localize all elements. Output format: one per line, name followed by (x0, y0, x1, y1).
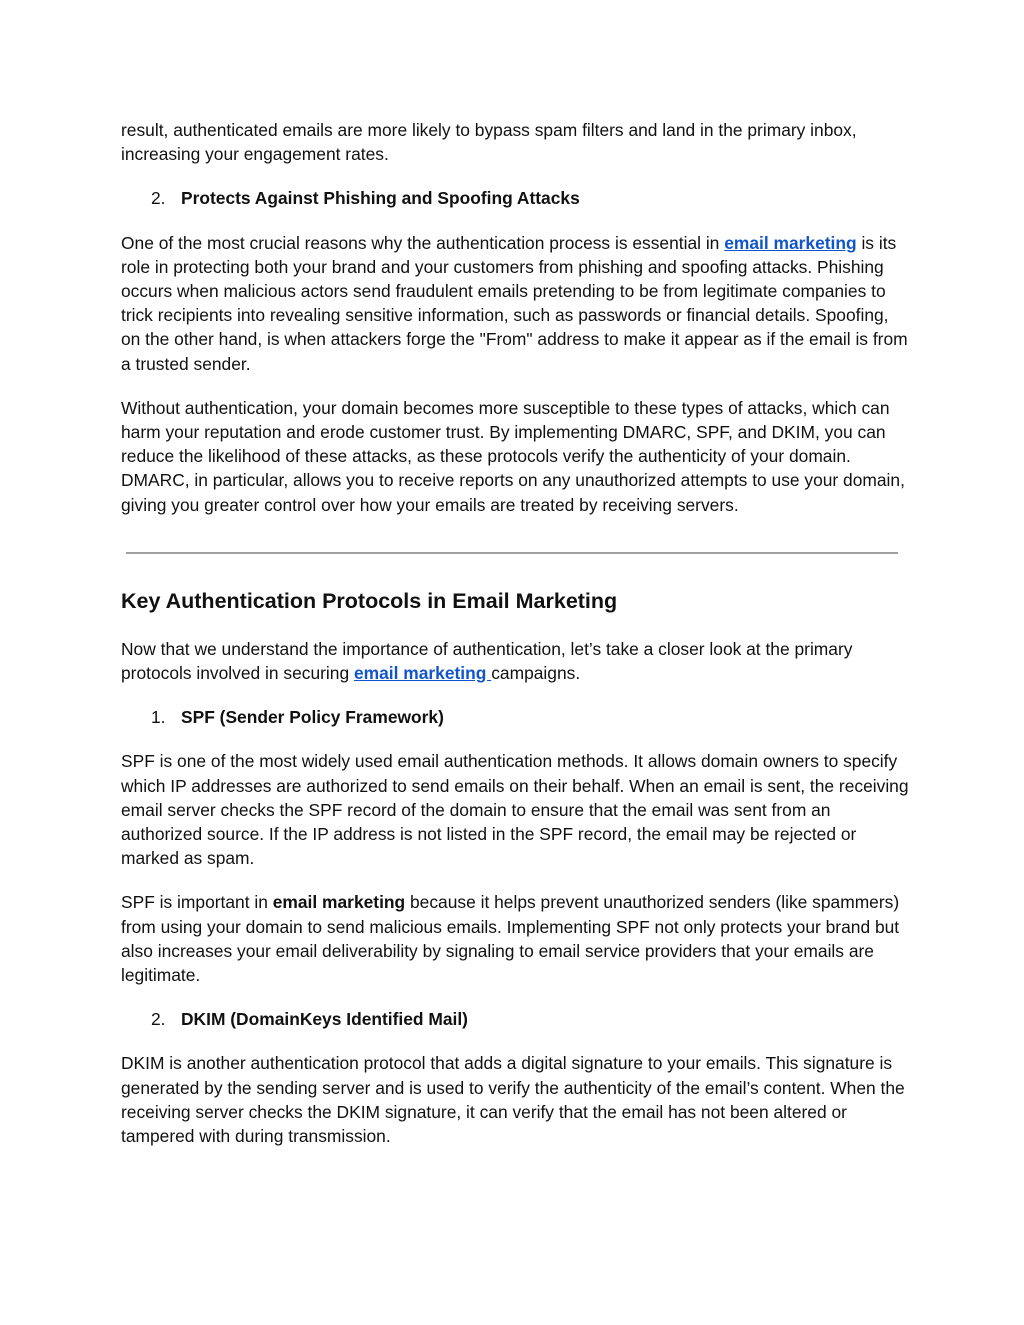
paragraph-deliverability: result, authenticated emails are more likely to bypass spam filters and land in the primary inbox, increasing your engagement rates. (121, 120, 857, 165)
list-label: DKIM (DomainKeys Identified Mail) (181, 1009, 468, 1030)
paragraph-phishing (121, 231, 911, 376)
document-page (121, 118, 911, 1148)
section-heading: Key Authentication Protocols in Email Marketing (121, 588, 618, 613)
email-marketing-link[interactable]: email marketing (353, 663, 492, 684)
paragraph-dkim-description: DKIM is another authentication protocol that adds a digital signature to your emails. This signature is generated by the sending server and is used to verify the authenticity of the email’s content. When the receiving server checks the DKIM signature, it can verify that the email has not been altered or tampered with during transmission. (121, 1053, 905, 1147)
list-item-dkim (121, 1007, 911, 1031)
list-number: 2. (151, 188, 166, 209)
paragraph-without-authentication: Without authentication, your domain becomes more susceptible to these types of attacks, which can harm your reputation and erode customer trust. By implementing DMARC, SPF, and DKIM, you can reduce the likelihood of these attacks, as these protocols verify the authenticity of your domain. DMARC, in particular, allows you to receive reports on any unauthorized attempts to use your domain, giving you greater control over how your emails are treated by receiving servers. (121, 397, 905, 515)
text-span: because it helps prevent unauthorized senders (like spammers) from using your domain to send malicious emails. Implementing SPF not only protects your brand but also increases your email deliverability by signaling to email service providers that your emails are legitimate. (121, 892, 900, 986)
paragraph-spf-importance (121, 890, 911, 987)
paragraph-spf-description: SPF is one of the most widely used email authentication methods. It allows domain owners to specify which IP addresses are authorized to send emails on their behalf. When an email is sent, the receiving email server checks the SPF record of the domain to ensure that the email was sent from an authorized source. If the IP address is not listed in the SPF record, the email may be rejected or marked as spam. (121, 751, 909, 869)
text-span: is its role in protecting both your brand and your customers from phishing and spoofing attacks. Phishing occurs when malicious actors send fraudulent emails pretending to be from legitimate companies to trick recipients into revealing sensitive information, such as passwords or financial details. Spoofing, on the other hand, is when attackers forge the "From" address to make it appear as if the email is from a trusted sender. (121, 232, 908, 374)
bold-term: email marketing (272, 892, 406, 913)
paragraph-intro (121, 637, 911, 685)
text-span: SPF is important in (121, 892, 273, 913)
horizontal-divider (126, 552, 898, 554)
text-span: One of the most crucial reasons why the authentication process is essential in (121, 232, 725, 253)
list-label: Protects Against Phishing and Spoofing Attacks (181, 188, 580, 209)
list-item-spf (121, 705, 911, 729)
email-marketing-link[interactable]: email marketing (724, 232, 857, 253)
text-span: Now that we understand the importance of authentication, let’s take a closer look at the primary protocols involved in securing (121, 638, 853, 684)
list-item-phishing (121, 186, 911, 210)
list-number: 2. (151, 1009, 166, 1030)
list-label: SPF (Sender Policy Framework) (181, 707, 444, 728)
list-number: 1. (151, 707, 166, 728)
text-span: campaigns. (491, 663, 581, 684)
